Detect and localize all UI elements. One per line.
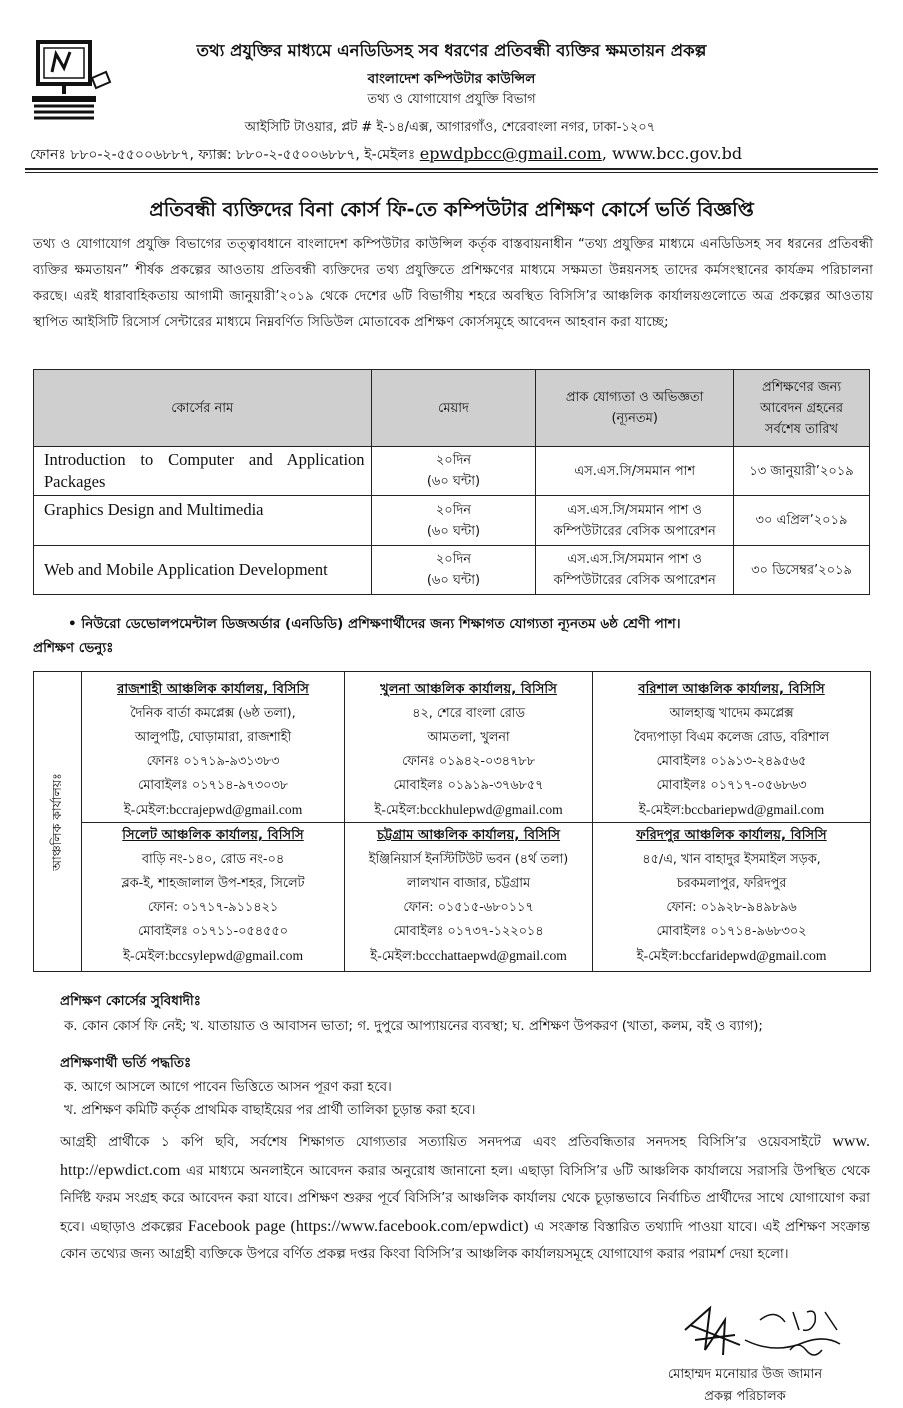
signatory-name: মোহাম্মদ মনোয়ার উজ জামান: [667, 1367, 823, 1382]
course-name: Web and Mobile Application Development: [34, 546, 372, 595]
venue-heading: প্রশিক্ষণ ভেন্যুঃ: [33, 640, 114, 656]
venue-sylhet: সিলেট আঞ্চলিক কার্যালয়, বিসিসি বাড়ি নং-১৪০, রোড নং-০৪ ব্লক-ই, শাহজালাল উপ-শহর, সিলেট ফোন: ০১৭১৭-৯১১৪২১ মোবাইলঃ ০১৭১১-০৫৪৫৫০ ই-মেইল:bccsylepwd@gmail.com: [82, 824, 344, 968]
table-row: [34, 447, 870, 496]
course-qualification: এস.এস.সি/সমমান পাশ: [536, 447, 734, 496]
organization-name: বাংলাদেশ কম্পিউটার কাউন্সিল: [367, 71, 536, 87]
admission-item: ক. আগে আসলে আগে পাবেন ভিত্তিতে আসন পূরণ করা হবে।: [64, 1080, 392, 1095]
course-deadline: ১৩ জানুয়ারী’২০১৯: [734, 447, 870, 496]
benefits-heading: প্রশিক্ষণ কোর্সের সুবিধাদীঃ: [60, 993, 201, 1009]
admission-heading: প্রশিক্ষণার্থী ভর্তি পদ্ধতিঃ: [60, 1055, 192, 1071]
table-row: [34, 546, 870, 595]
venue-chattogram: চট্টগ্রাম আঞ্চলিক কার্যালয়, বিসিসি ইঞ্জিনিয়ার্স ইনস্টিটিউট ভবন (৪র্থ তলা) লালখান বাজার, চট্টগ্রাম ফোন: ০১৫১৫-৬৮০১১৭ মোবাইলঃ ০১৭৩৭-১২২০১৪ ই-মেইল:bccchattaepwd@gmail.com: [345, 824, 592, 968]
header-divider: [25, 168, 878, 170]
course-name: Graphics Design and Multimedia: [34, 496, 372, 546]
venue-email: ই-মেইল:bccbariepwd@gmail.com: [638, 802, 825, 817]
notice-title: প্রতিবন্ধী ব্যক্তিদের বিনা কোর্স ফি-তে কম্পিউটার প্রশিক্ষণ কোর্সে ভর্তি বিজ্ঞপ্তি: [149, 198, 754, 221]
venue-email: ই-মেইল:bccchattaepwd@gmail.com: [370, 948, 567, 963]
closing-paragraph: আগ্রহী প্রার্থীকে ১ কপি ছবি, সর্বশেষ শিক্ষাগত যোগ্যতার সত্যায়িত সনদপত্র এবং প্রতিবন্ধিতার সনদসহ বিসিসি’র ওয়েবসাইটে www. http://epwdict.com এর মাধ্যমে অনলাইনে আবেদন করার অনুরোধ জানানো হল। এছাড়া বিসিসি’র ৬টি আঞ্চলিক কার্যালয়ে সরাসরি উপস্থিত থেকে নির্দিষ্ট ফরম সংগ্রহ করে আবেদন করা যাবে। প্রশিক্ষণ শুরুর পূর্বে বিসিসি’র আঞ্চলিক কার্যালয় থেকে চূড়ান্তভাবে নির্বাচিত প্রার্থীদের সাথে যোগাযোগ করা হবে। এছাড়াও প্রকল্পের Facebook page (https://www.facebook.com/epwdict) এ সংক্রান্ত বিস্তারিত তথ্যাদি পাওয়া যাবে। এই প্রশিক্ষণ সংক্রান্ত কোন তথ্যের জন্য আগ্রহী ব্যক্তিকে উপরে বর্ণিত প্রকল্প দপ্তর কিংবা বিসিসি’র আঞ্চলিক কার্যালয়সমূহে যোগাযোগ করার পরামর্শ দেয়া হলো।: [60, 1133, 870, 1262]
ndd-note: • নিউরো ডেভোলপমেন্টাল ডিজঅর্ডার (এনডিডি) প্রশিক্ষণার্থীদের জন্য শিক্ষাগত যোগ্যতা ন্যূনতম ৬ষ্ঠ শ্রেণী পাশ।: [68, 616, 681, 632]
venue-email: ই-মেইল:bccsylepwd@gmail.com: [122, 948, 304, 963]
venue-side-label: আঞ্চলিক কার্যালয়ঃ: [49, 773, 64, 871]
venue-barishal: বরিশাল আঞ্চলিক কার্যালয়, বিসিসি আলহাজ্ব খাদেম কমপ্লেক্স বৈদ্যপাড়া বিএম কলেজ রোড, বরিশাল মোবাইলঃ ০১৯১৩-২৪৯৫৬৫ মোবাইলঃ ০১৭১৭-০৫৬৮৬৩ ই-মেইল:bccbariepwd@gmail.com: [593, 678, 870, 822]
courses-table: [33, 369, 870, 595]
course-duration: ২০দিন (৬০ ঘন্টা): [371, 546, 536, 595]
header-qualification: প্রাক যোগ্যতা ও অভিজ্ঞতা (ন্যূনতম): [536, 370, 734, 447]
project-name: তথ্য প্রযুক্তির মাধ্যমে এনডিডিসহ সব ধরণের প্রতিবন্ধী ব্যক্তির ক্ষমতায়ন প্রকল্প: [196, 41, 707, 60]
benefits-text: ক. কোন কোর্স ফি নেই; খ. যাতায়াত ও আবাসন ভাতা; গ. দুপুরে আপ্যায়নের ব্যবস্থা; ঘ. প্রশিক্ষণ উপকরণ (খাতা, কলম, বই ও ব্যাগ);: [64, 1019, 763, 1034]
course-deadline: ৩০ ডিসেম্বর’২০১৯: [734, 546, 870, 595]
contact-website-link[interactable]: , www.bcc.gov.bd: [601, 144, 743, 163]
header-duration: মেয়াদ: [371, 370, 536, 447]
intro-paragraph: তথ্য ও যোগাযোগ প্রযুক্তি বিভাগের তত্ত্বাবধানে বাংলাদেশ কম্পিউটার কাউন্সিল কর্তৃক বাস্তবায়নাধীন “তথ্য প্রযুক্তির মাধ্যমে এনডিডিসহ সব ধরনের প্রতিবন্ধী ব্যক্তির ক্ষমতায়ন” শীর্ষক প্রকল্পের আওতায় প্রতিবন্ধী ব্যক্তিদের তথ্য প্রযুক্তিতে প্রশিক্ষণের মাধ্যমে সক্ষমতা উন্নয়নসহ তাদের কর্মসংস্থানের কার্যক্রম পরিচালনা করছে। এরই ধারাবাহিকতায় আগামী জানুয়ারী’২০১৯ থেকে দেশের ৬টি বিভাগীয় শহরে অবস্থিত বিসিসি’র আঞ্চলিক কার্যালয়গুলোতে অত্র প্রকল্পের আওতায় স্থাপিত আইসিটি রিসোর্স সেন্টারের মাধ্যমে নিম্নবর্ণিত সিডিউল মোতাবেক প্রশিক্ষণ কোর্সসমূহে আবেদন আহবান করা যাচ্ছে;: [33, 237, 873, 330]
contact-phone-fax: ফোনঃ ৮৮০-২-৫৫০০৬৮৮৭, ফ্যাক্স: ৮৮০-২-৫৫০০৬৮৮৭, ই-মেইলঃ: [30, 147, 420, 163]
header-divider-thin: [25, 172, 878, 173]
header-deadline: প্রশিক্ষণের জন্য আবেদন গ্রহনের সর্বশেষ তারিখ: [734, 370, 870, 447]
course-qualification: এস.এস.সি/সমমান পাশ ও কম্পিউটারের বেসিক অপারেশন: [536, 546, 734, 595]
contact-line: [30, 143, 880, 167]
venue-faridpur: ফরিদপুর আঞ্চলিক কার্যালয়, বিসিসি ৪৫/এ, খান বাহাদুর ইসমাইল সড়ক, চরকমলাপুর, ফরিদপুর ফোন: ০১৯২৮-৯৪৯৮৯৬ মোবাইলঃ ০১৭১৪-৯৬৮৩০২ ই-মেইল:bccfaridepwd@gmail.com: [593, 824, 870, 968]
venues-box: [33, 671, 871, 972]
signature-image: [665, 1300, 865, 1365]
division-name: তথ্য ও যোগাযোগ প্রযুক্তি বিভাগ: [367, 92, 536, 107]
course-name: Introduction to Computer and Application Packages: [34, 447, 372, 496]
venue-rajshahi: রাজশাহী আঞ্চলিক কার্যালয়, বিসিসি দৈনিক বার্তা কমপ্লেক্স (৬ষ্ঠ তলা), আলুপট্টি, ঘোড়ামারা, রাজশাহী ফোনঃ ০১৭১৯-৯৩১৩৮৩ মোবাইলঃ ০১৭১৪-৯৭৩০৩৮ ই-মেইল:bccrajepwd@gmail.com: [82, 678, 344, 822]
course-duration: ২০দিন (৬০ ঘন্টা): [371, 496, 536, 546]
signatory-role: প্রকল্প পরিচালক: [704, 1389, 786, 1404]
epwdict-website-link[interactable]: www. http://epwdict.com: [60, 1133, 870, 1179]
office-address: আইসিটি টাওয়ার, প্লট # ই-১৪/এক্স, আগারগাঁও, শেরেবাংলা নগর, ঢাকা-১২০৭: [244, 120, 656, 135]
venue-email: ই-মেইল:bcckhulepwd@gmail.com: [374, 802, 563, 817]
venue-khulna: খুলনা আঞ্চলিক কার্যালয়, বিসিসি ৪২, শেরে বাংলা রোড আমতলা, খুলনা ফোনঃ ০১৯৪২-০৩৪৭৮৮ মোবাইলঃ ০১৯১৯-৩৭৬৮৫৭ ই-মেইল:bcckhulepwd@gmail.com: [345, 678, 592, 822]
table-row: [34, 496, 870, 546]
course-duration: ২০দিন (৬০ ঘন্টা): [371, 447, 536, 496]
header-course-name: কোর্সের নাম: [34, 370, 372, 447]
venue-email: ই-মেইল:bccfaridepwd@gmail.com: [636, 948, 827, 963]
admission-item: খ. প্রশিক্ষণ কমিটি কর্তৃক প্রাথমিক বাছাইয়ের পর প্রার্থী তালিকা চূড়ান্ত করা হবে।: [64, 1103, 476, 1118]
contact-email-link[interactable]: epwdpbcc@gmail.com: [419, 144, 602, 163]
course-deadline: ৩০ এপ্রিল’২০১৯: [734, 496, 870, 546]
course-qualification: এস.এস.সি/সমমান পাশ ও কম্পিউটারের বেসিক অপারেশন: [536, 496, 734, 546]
venue-email: ই-মেইল:bccrajepwd@gmail.com: [123, 802, 303, 817]
facebook-page-link[interactable]: Facebook page (https://www.facebook.com/epwdict): [187, 1217, 529, 1235]
courses-header-row: [34, 370, 870, 447]
